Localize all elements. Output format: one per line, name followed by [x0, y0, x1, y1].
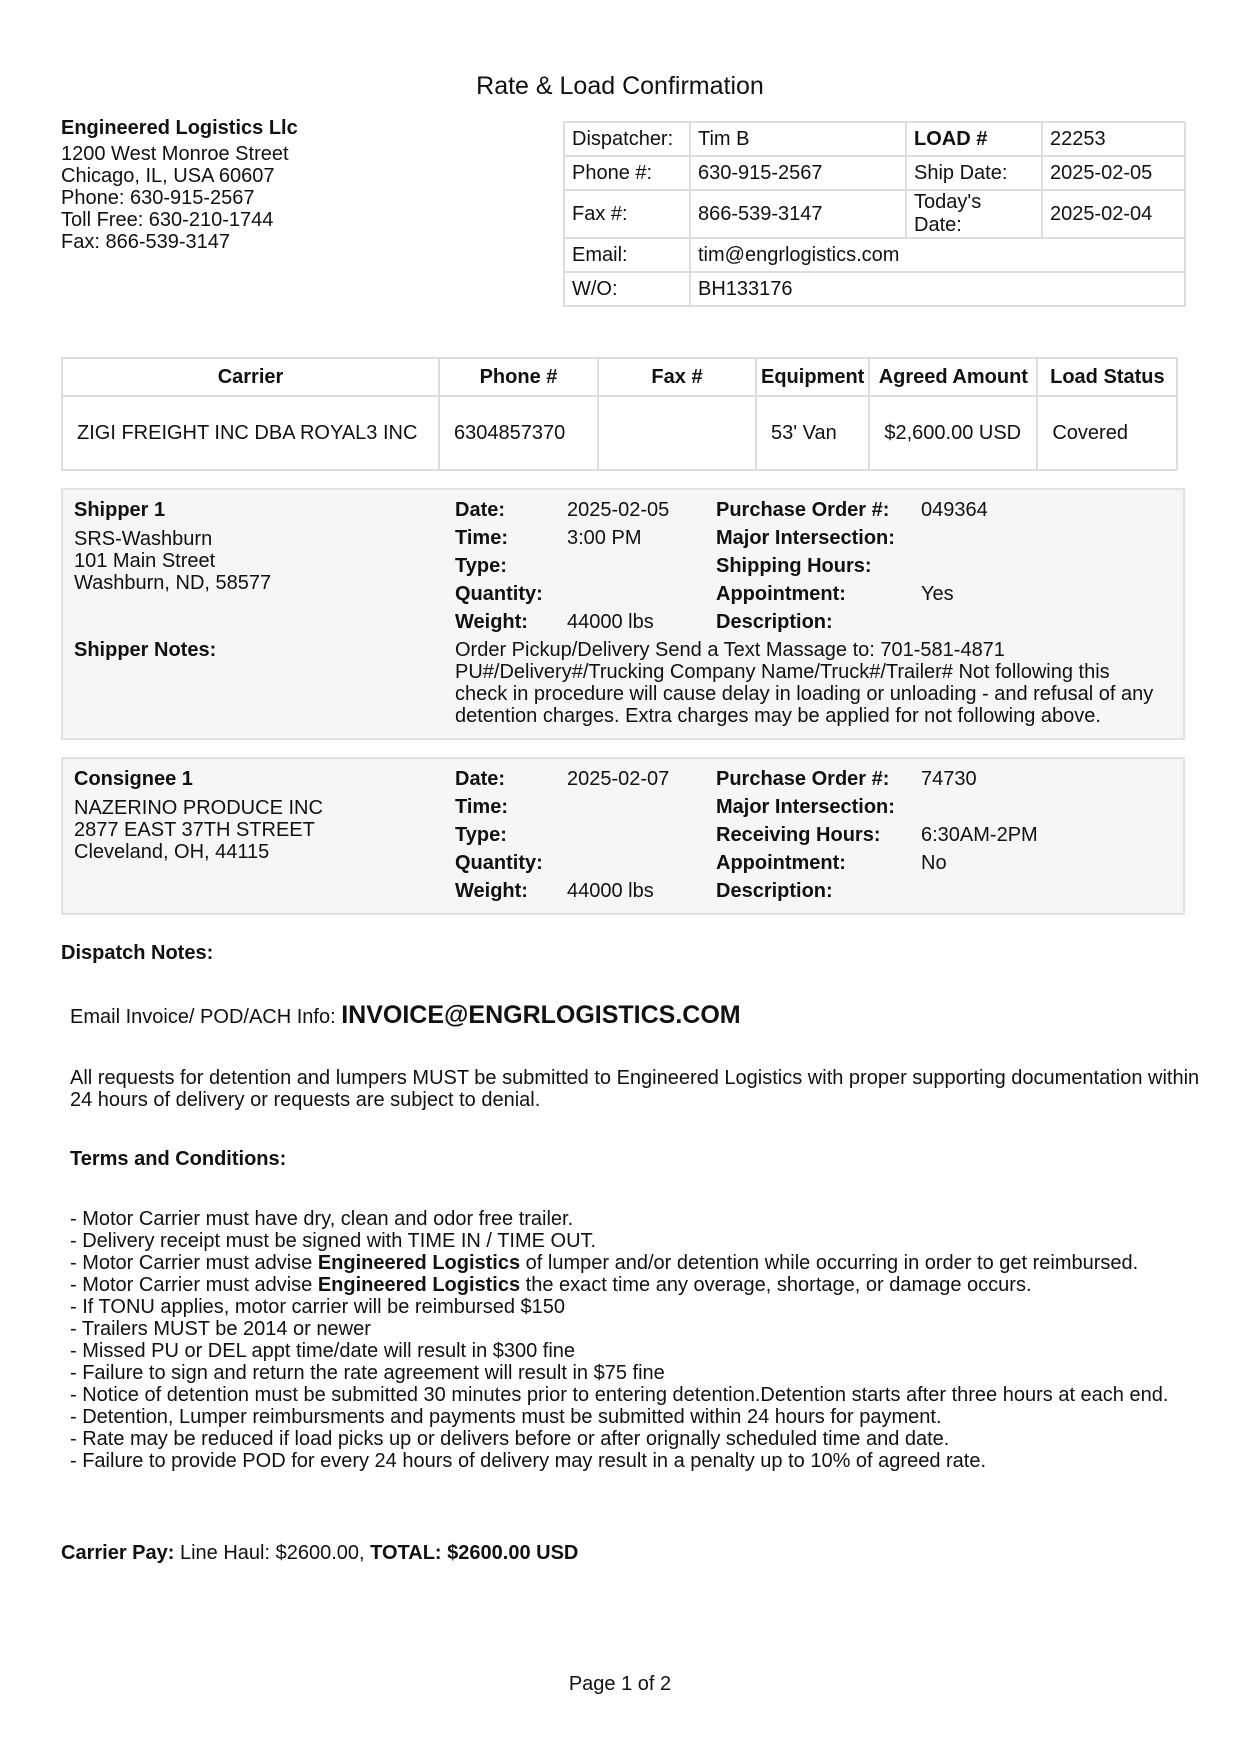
company-city: Chicago, IL, USA 60607 [61, 165, 275, 187]
shipper-date: 2025-02-05 [567, 499, 670, 521]
todays-date-label: Today's Date: [906, 190, 1042, 238]
company-name: Engineered Logistics Llc [61, 117, 298, 139]
detention-notice: All requests for detention and lumpers MUST be submitted to Engineered Logistics with proper supporting documentation within 24 hours of delivery or requests are subject to denial. [70, 1067, 1200, 1111]
list-item: - Notice of detention must be submitted 30 minutes prior to entering detention.Detention starts after three hours at each end. [70, 1384, 1169, 1406]
consignee-title: Consignee 1 [74, 768, 193, 790]
carrier-header: Carrier [62, 358, 439, 396]
consignee-po-label: Purchase Order #: [716, 768, 890, 790]
list-item: - If TONU applies, motor carrier will be reimbursed $150 [70, 1296, 565, 1318]
dispatch-phone-label: Phone #: [564, 156, 690, 190]
list-item: - Motor Carrier must advise Engineered Logistics of lumper and/or detention while occurring in order to get reimbursed. [70, 1252, 1139, 1274]
consignee-type-label: Type: [455, 824, 507, 846]
consignee-address [74, 797, 323, 863]
invoice-email-address[interactable]: INVOICE@ENGRLOGISTICS.COM [341, 1001, 741, 1029]
ship-date-label: Ship Date: [906, 156, 1042, 190]
list-item: - Missed PU or DEL appt time/date will result in $300 fine [70, 1340, 576, 1362]
document-title: Rate & Load Confirmation [476, 72, 764, 100]
consignee-panel [61, 757, 1185, 915]
table-row [62, 396, 1177, 470]
consignee-city: Cleveland, OH, 44115 [74, 841, 270, 863]
dispatch-fax-value: 866-539-3147 [690, 190, 906, 238]
consignee-weight-label: Weight: [455, 880, 528, 902]
company-fax: Fax: 866-539-3147 [61, 231, 231, 253]
shipper-date-label: Date: [455, 499, 506, 521]
page-number: Page 1 of 2 [568, 1673, 672, 1695]
consignee-appointment: No [921, 852, 947, 874]
shipper-po-label: Purchase Order #: [716, 499, 890, 521]
company-address: 1200 West Monroe Street [61, 143, 289, 165]
shipper-intersection-label: Major Intersection: [716, 527, 895, 549]
consignee-description-label: Description: [716, 880, 833, 902]
consignee-time-label: Time: [455, 796, 508, 818]
shipper-type-label: Type: [455, 555, 507, 577]
shipper-po: 049364 [921, 499, 988, 521]
company-info [61, 117, 298, 253]
shipper-appointment-label: Appointment: [716, 583, 846, 605]
email-invoice-line [70, 1001, 741, 1030]
shipper-title: Shipper 1 [74, 499, 166, 521]
dispatcher-label: Dispatcher: [564, 122, 690, 156]
dispatch-email-value[interactable]: tim@engrlogistics.com [690, 238, 1185, 272]
shipper-note-line: check in procedure will cause delay in loading or unloading - and refusal of any [455, 683, 1154, 705]
carrier-pay-line [61, 1542, 578, 1565]
shipper-appointment: Yes [921, 583, 954, 605]
consignee-date-label: Date: [455, 768, 506, 790]
consignee-street: 2877 EAST 37TH STREET [74, 819, 315, 841]
shipper-quantity-label: Quantity: [455, 583, 543, 605]
dispatch-notes-label: Dispatch Notes: [61, 942, 214, 964]
shipper-name: SRS-Washburn [74, 528, 213, 550]
shipper-weight: 44000 lbs [567, 611, 654, 633]
receiving-hours: 6:30AM-2PM [921, 824, 1038, 846]
shipper-description-label: Description: [716, 611, 833, 633]
wo-label: W/O: [564, 272, 690, 306]
shipper-panel [61, 488, 1185, 740]
agreed-amount-header: Agreed Amount [869, 358, 1037, 396]
equipment-header: Equipment [756, 358, 869, 396]
equipment: 53' Van [756, 396, 869, 470]
carrier-fax-header: Fax # [598, 358, 756, 396]
company-phone: Phone: 630-915-2567 [61, 187, 255, 209]
carrier-pay-total: TOTAL: $2600.00 USD [370, 1542, 579, 1564]
consignee-intersection-label: Major Intersection: [716, 796, 895, 818]
consignee-name: NAZERINO PRODUCE INC [74, 797, 323, 819]
shipping-hours-label: Shipping Hours: [716, 555, 872, 577]
list-item: - Detention, Lumper reimbursments and payments must be submitted within 24 hours for payment. [70, 1406, 942, 1428]
receiving-hours-label: Receiving Hours: [716, 824, 881, 846]
list-item: - Trailers MUST be 2014 or newer [70, 1318, 371, 1340]
shipper-city: Washburn, ND, 58577 [74, 572, 272, 594]
list-item: - Delivery receipt must be signed with TIME IN / TIME OUT. [70, 1230, 597, 1252]
load-status: Covered [1037, 396, 1177, 470]
shipper-note-line: detention charges. Extra charges may be applied for not following above. [455, 705, 1101, 727]
carrier-fax [598, 396, 756, 470]
carrier-table [61, 357, 1178, 471]
email-invoice-label: Email Invoice/ POD/ACH Info: [70, 1006, 336, 1028]
agreed-amount: $2,600.00 USD [869, 396, 1037, 470]
terms-list [70, 1208, 1180, 1472]
shipper-weight-label: Weight: [455, 611, 528, 633]
dispatcher-value: Tim B [690, 122, 906, 156]
carrier-name: ZIGI FREIGHT INC DBA ROYAL3 INC [62, 396, 439, 470]
shipper-address [74, 528, 271, 594]
list-item: - Failure to sign and return the rate agreement will result in $75 fine [70, 1362, 665, 1384]
dispatch-table [563, 121, 1186, 307]
shipper-note-line: Order Pickup/Delivery Send a Text Massage to: 701-581-4871 [455, 639, 1005, 661]
wo-value: BH133176 [690, 272, 1185, 306]
carrier-pay-label: Carrier Pay: [61, 1542, 175, 1564]
consignee-quantity-label: Quantity: [455, 852, 543, 874]
consignee-appointment-label: Appointment: [716, 852, 846, 874]
shipper-time: 3:00 PM [567, 527, 642, 549]
list-item: - Motor Carrier must advise Engineered Logistics the exact time any overage, shortage, or damage occurs. [70, 1274, 1032, 1296]
ship-date-value: 2025-02-05 [1042, 156, 1185, 190]
consignee-weight: 44000 lbs [567, 880, 654, 902]
company-toll-free: Toll Free: 630-210-1744 [61, 209, 274, 231]
shipper-time-label: Time: [455, 527, 508, 549]
dispatch-email-label: Email: [564, 238, 690, 272]
carrier-phone-header: Phone # [439, 358, 598, 396]
shipper-street: 101 Main Street [74, 550, 216, 572]
consignee-po: 74730 [921, 768, 977, 790]
shipper-note-line: PU#/Delivery#/Trucking Company Name/Truck#/Trailer# Not following this [455, 661, 1110, 683]
carrier-phone: 6304857370 [439, 396, 598, 470]
list-item: - Rate may be reduced if load picks up or delivers before or after orignally scheduled time and date. [70, 1428, 950, 1450]
list-item: - Failure to provide POD for every 24 hours of delivery may result in a penalty up to 10% of agreed rate. [70, 1450, 987, 1472]
dispatch-phone-value: 630-915-2567 [690, 156, 906, 190]
shipper-notes-label: Shipper Notes: [74, 639, 217, 661]
shipper-notes [455, 639, 1153, 727]
terms-title: Terms and Conditions: [70, 1148, 287, 1170]
todays-date-value: 2025-02-04 [1042, 190, 1185, 238]
consignee-date: 2025-02-07 [567, 768, 670, 790]
load-number-value: 22253 [1042, 122, 1185, 156]
line-haul: Line Haul: $2600.00, [179, 1542, 365, 1564]
dispatch-fax-label: Fax #: [564, 190, 690, 238]
load-number-label: LOAD # [906, 122, 1042, 156]
list-item: - Motor Carrier must have dry, clean and odor free trailer. [70, 1208, 574, 1230]
load-status-header: Load Status [1037, 358, 1177, 396]
